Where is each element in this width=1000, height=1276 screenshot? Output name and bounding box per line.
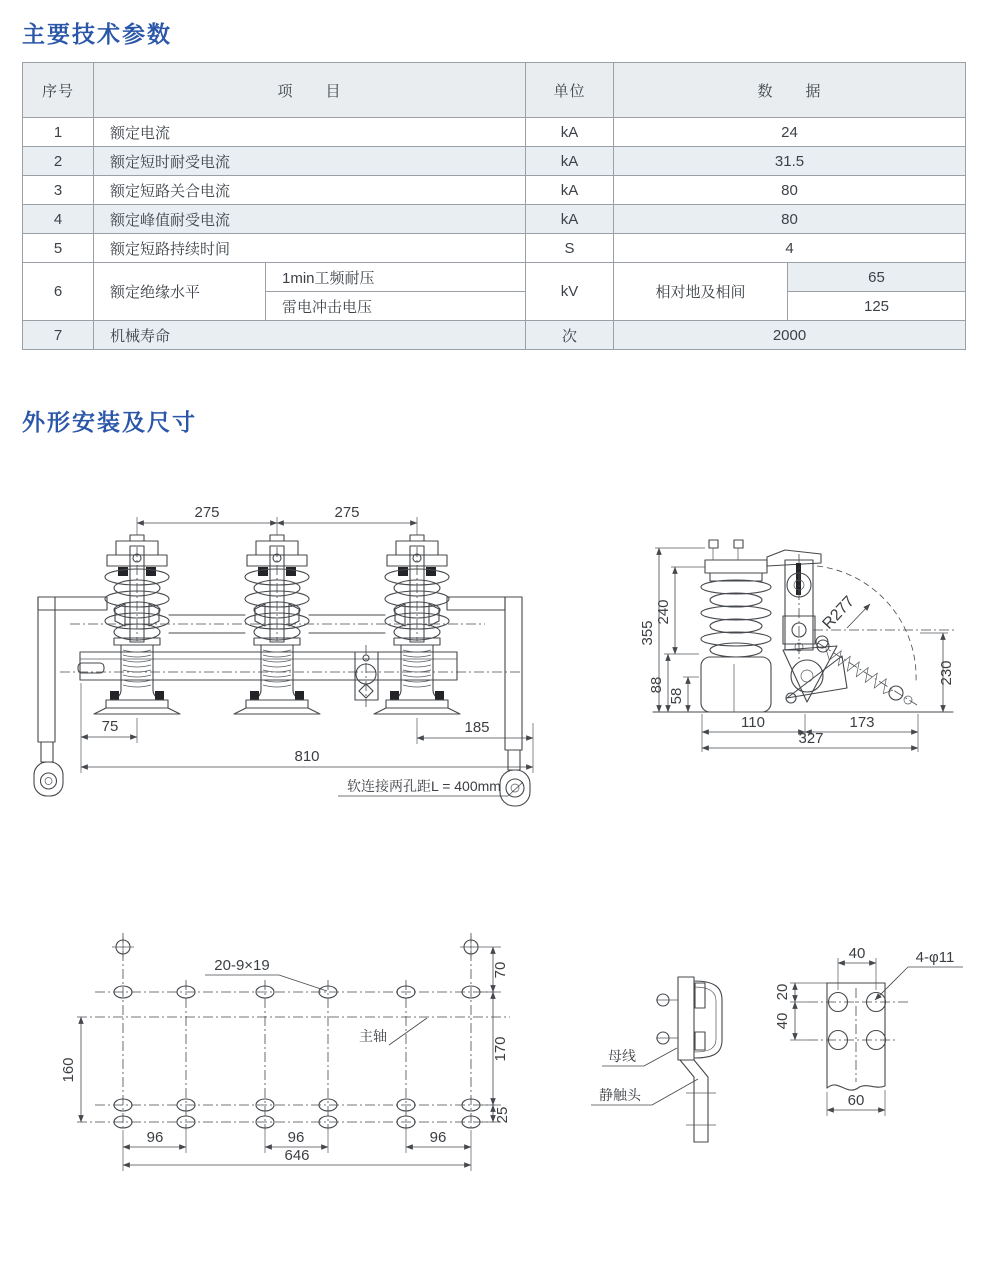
col-header-item: 项 目 [94,63,526,118]
table-row [23,321,966,350]
table-header-row [23,63,966,118]
cell-no: 4 [23,205,94,234]
cell-value-2: 125 [788,292,966,321]
cell-scope: 相对地及相间 [614,263,788,321]
hole-layout-drawing [55,925,525,1185]
cell-value: 4 [614,234,966,263]
dim-label-75: 75 [101,718,119,735]
dim-label-58: 58 [668,687,685,705]
dim-label-40-top: 40 [848,945,866,962]
cell-unit: kA [526,118,614,147]
cell-item: 机械寿命 [94,321,526,350]
static-contact-label: 静触头 [599,1087,641,1103]
dim-label-275-right: 275 [334,504,360,521]
dim-label-r277: R277 [819,593,858,633]
cell-value: 24 [614,118,966,147]
cell-value: 31.5 [614,147,966,176]
flex-link-note: 软连接两孔距L = 400mm [347,778,501,794]
col-header-unit: 单位 [526,63,614,118]
dim-label-646: 646 [284,1147,310,1164]
side-insulator [701,540,771,712]
dim-label-88: 88 [648,676,665,694]
break-line [827,1085,885,1090]
busbar-plate [678,977,694,1060]
static-contact-drawing [590,955,795,1155]
contact-leg [680,1060,716,1142]
cell-no: 5 [23,234,94,263]
dim-label-810: 810 [294,748,320,765]
cell-no: 1 [23,118,94,147]
cell-unit: S [526,234,614,263]
dim-label-173: 173 [849,714,875,731]
table-row [23,118,966,147]
col-header-no: 序号 [23,63,94,118]
cell-no: 6 [23,263,94,321]
dim-label-275-left: 275 [194,504,220,521]
dim-label-70: 70 [492,961,509,979]
cell-item: 额定电流 [94,118,526,147]
hole-callout: 20-9×19 [214,957,270,974]
dim-label-20: 20 [774,983,791,1001]
cell-value: 80 [614,176,966,205]
section-title-outline: 外形安装及尺寸 [22,409,197,435]
table-row [23,147,966,176]
busbar-label: 母线 [608,1048,636,1064]
cell-subitem-2: 雷电冲击电压 [266,292,526,321]
dim-label-327: 327 [798,730,824,747]
main-shaft-label: 主轴 [359,1028,387,1044]
table-row [23,205,966,234]
dim-label-60: 60 [847,1092,865,1109]
dim-label-355: 355 [639,620,656,646]
cell-item: 额定短时耐受电流 [94,147,526,176]
parameters-table [22,62,966,350]
dim-label-110: 110 [741,714,765,731]
plate-hole-callout: 4-φ11 [915,949,955,966]
pole-left [94,535,180,714]
pole-middle [234,535,320,714]
cell-no: 3 [23,176,94,205]
side-view-drawing [635,530,990,770]
dim-label-96a: 96 [146,1129,164,1146]
cell-item: 额定短路持续时间 [94,234,526,263]
dim-label-240: 240 [655,599,672,625]
section-title-parameters: 主要技术参数 [22,21,172,47]
cell-unit: kA [526,176,614,205]
braid-connector-left [34,597,107,796]
dim-label-96b: 96 [287,1129,305,1146]
dim-label-170: 170 [492,1036,509,1062]
table-row [23,263,966,292]
cell-item: 额定峰值耐受电流 [94,205,526,234]
cell-unit: kV [526,263,614,321]
front-view-drawing [30,505,570,840]
cell-unit: 次 [526,321,614,350]
cell-item: 额定绝缘水平 [94,263,266,321]
drive-arm [783,554,815,660]
cell-no: 2 [23,147,94,176]
spring [817,640,917,705]
braid-connector-right [447,597,530,806]
table-row [23,234,966,263]
dim-label-185: 185 [464,719,490,736]
cell-value: 80 [614,205,966,234]
linkage [783,636,847,703]
cell-item: 额定短路关合电流 [94,176,526,205]
cell-unit: kA [526,205,614,234]
cell-unit: kA [526,147,614,176]
dim-label-96c: 96 [429,1129,447,1146]
cell-subitem-1: 1min工频耐压 [266,263,526,292]
pole-right [374,535,460,714]
dim-label-25: 25 [494,1106,511,1124]
dim-label-160: 160 [60,1057,77,1083]
dim-label-230: 230 [938,660,955,686]
cell-no: 7 [23,321,94,350]
cell-value-1: 65 [788,263,966,292]
col-header-data: 数 据 [614,63,966,118]
table-row [23,176,966,205]
dim-label-40-left: 40 [774,1012,791,1030]
terminal-plate-drawing [774,930,1000,1130]
cell-value: 2000 [614,321,966,350]
